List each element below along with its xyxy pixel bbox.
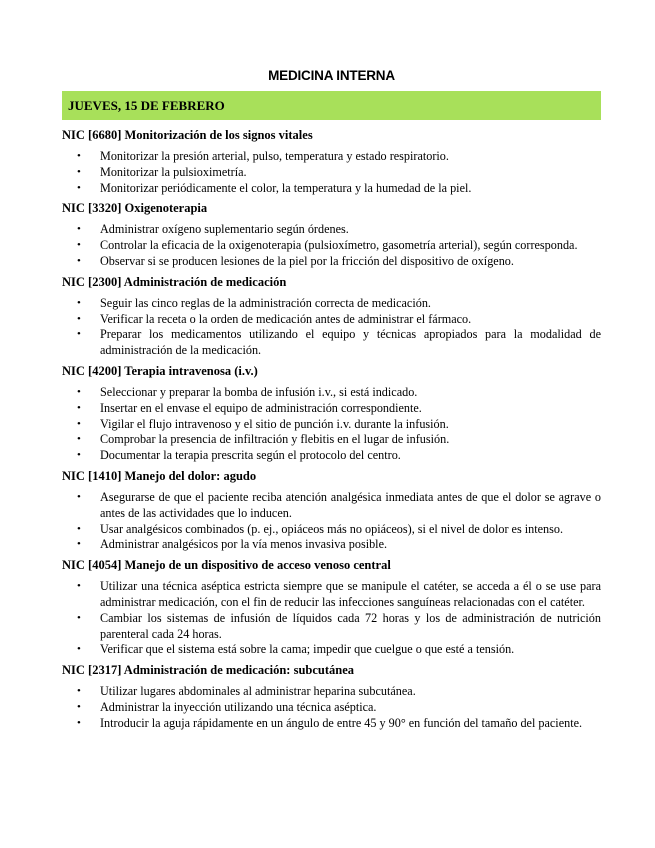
list-item-text: Utilizar lugares abdominales al administrar heparina subcutánea.	[100, 684, 416, 699]
bullet-icon: •	[77, 685, 81, 698]
activity-list	[62, 385, 601, 464]
list-item	[62, 700, 601, 716]
list-item	[62, 238, 601, 254]
list-item-text: Administrar la inyección utilizando una técnica aséptica.	[100, 699, 377, 714]
nic-section	[62, 200, 601, 269]
activity-list	[62, 684, 601, 731]
bullet-icon: •	[77, 716, 81, 729]
bullet-icon: •	[77, 433, 81, 446]
bullet-icon: •	[77, 538, 81, 551]
list-item-text: Monitorizar la pulsioximetría.	[100, 164, 247, 179]
activity-list	[62, 149, 601, 196]
list-item	[62, 181, 601, 197]
activity-list	[62, 579, 601, 658]
bullet-icon: •	[77, 223, 81, 236]
list-item-text: Comprobar la presencia de infiltración y flebitis en el lugar de infusión.	[100, 432, 450, 447]
list-item-text: Asegurarse de que el paciente reciba atención analgésica inmediata antes de que el dolor se agrave o antes de las actividades que lo inducen.	[100, 489, 601, 520]
bullet-icon: •	[77, 296, 81, 309]
list-item	[62, 490, 601, 522]
list-item-text: Seleccionar y preparar la bomba de infusión i.v., si está indicado.	[100, 384, 418, 399]
bullet-icon: •	[77, 611, 81, 624]
bullet-icon: •	[77, 165, 81, 178]
section-heading: NIC [4054] Manejo de un dispositivo de acceso venoso central	[62, 558, 391, 573]
list-item	[62, 579, 601, 611]
list-item	[62, 165, 601, 181]
list-item	[62, 611, 601, 643]
list-item	[62, 448, 601, 464]
list-item	[62, 716, 601, 732]
list-item-text: Monitorizar periódicamente el color, la temperatura y la humedad de la piel.	[100, 180, 472, 195]
list-item-text: Preparar los medicamentos utilizando el equipo y técnicas apropiados para la modalidad de administración de la medicación.	[100, 327, 601, 358]
bullet-icon: •	[77, 254, 81, 267]
list-item	[62, 327, 601, 359]
section-heading: NIC [1410] Manejo del dolor: agudo	[62, 468, 257, 483]
activity-list	[62, 490, 601, 553]
bullet-icon: •	[77, 700, 81, 713]
list-item-text: Administrar analgésicos por la vía menos invasiva posible.	[100, 537, 388, 552]
section-heading: NIC [2317] Administración de medicación: subcutánea	[62, 663, 355, 678]
list-item-text: Insertar en el envase el equipo de administración correspondiente.	[100, 400, 422, 415]
list-item-text: Cambiar los sistemas de infusión de líquidos cada 72 horas y los de administración de nutrición parenteral cada 24 horas.	[100, 610, 601, 641]
nic-section	[62, 557, 601, 658]
list-item-text: Monitorizar la presión arterial, pulso, temperatura y estado respiratorio.	[100, 149, 449, 163]
list-item	[62, 537, 601, 553]
list-item-text: Introducir la aguja rápidamente en un ángulo de entre 45 y 90° en función del tamaño del paciente.	[100, 715, 583, 730]
list-item	[62, 522, 601, 538]
bullet-icon: •	[77, 490, 81, 503]
bullet-icon: •	[77, 312, 81, 325]
bullet-icon: •	[77, 401, 81, 414]
list-item	[62, 401, 601, 417]
list-item-text: Administrar oxígeno suplementario según órdenes.	[100, 222, 349, 237]
section-heading: NIC [2300] Administración de medicación	[62, 274, 287, 289]
nic-section	[62, 363, 601, 464]
bullet-icon: •	[77, 181, 81, 194]
list-item	[62, 432, 601, 448]
section-heading: NIC [6680] Monitorización de los signos vitales	[62, 128, 313, 142]
list-item	[62, 222, 601, 238]
nic-section	[62, 662, 601, 731]
activity-list	[62, 296, 601, 359]
bullet-icon: •	[77, 328, 81, 341]
list-item-text: Documentar la terapia prescrita según el protocolo del centro.	[100, 448, 401, 463]
list-item-text: Utilizar una técnica aséptica estricta siempre que se manipule el catéter, se acceda a él o se use para administrar medicación, con el fin de reducir las infecciones sanguíneas relacionadas con el catéter.	[100, 579, 601, 609]
list-item	[62, 149, 601, 165]
list-item	[62, 296, 601, 312]
list-item	[62, 312, 601, 328]
list-item-text: Controlar la eficacia de la oxigenoterapia (pulsioxímetro, gasometría arterial), según corresponda.	[100, 238, 578, 253]
section-heading: NIC [3320] Oxigenoterapia	[62, 201, 208, 216]
bullet-icon: •	[77, 385, 81, 398]
list-item-text: Observar si se producen lesiones de la piel por la fricción del dispositivo de oxígeno.	[100, 253, 514, 268]
care-plan-content	[62, 127, 601, 736]
list-item-text: Seguir las cinco reglas de la administración correcta de medicación.	[100, 295, 431, 310]
list-item-text: Usar analgésicos combinados (p. ej., opiáceos más no opiáceos), si el nivel de dolor es intenso.	[100, 521, 564, 536]
list-item	[62, 385, 601, 401]
nic-section	[62, 468, 601, 553]
date-banner: JUEVES, 15 DE FEBRERO	[62, 91, 601, 120]
list-item	[62, 642, 601, 658]
list-item	[62, 254, 601, 270]
nic-section	[62, 127, 601, 196]
bullet-icon: •	[77, 417, 81, 430]
bullet-icon: •	[77, 150, 81, 162]
list-item-text: Verificar la receta o la orden de medicación antes de administrar el fármaco.	[100, 311, 472, 326]
activity-list	[62, 222, 601, 269]
page-title: MEDICINA INTERNA	[268, 68, 395, 83]
list-item-text: Vigilar el flujo intravenoso y el sitio de punción i.v. durante la infusión.	[100, 416, 449, 431]
bullet-icon: •	[77, 239, 81, 252]
section-heading: NIC [4200] Terapia intravenosa (i.v.)	[62, 363, 258, 378]
list-item	[62, 417, 601, 433]
list-item-text: Verificar que el sistema está sobre la cama; impedir que cuelgue o que esté a tensión.	[100, 642, 515, 657]
bullet-icon: •	[77, 449, 81, 462]
bullet-icon: •	[77, 580, 81, 593]
bullet-icon: •	[77, 643, 81, 656]
list-item	[62, 684, 601, 700]
nic-section	[62, 274, 601, 359]
bullet-icon: •	[77, 522, 81, 535]
